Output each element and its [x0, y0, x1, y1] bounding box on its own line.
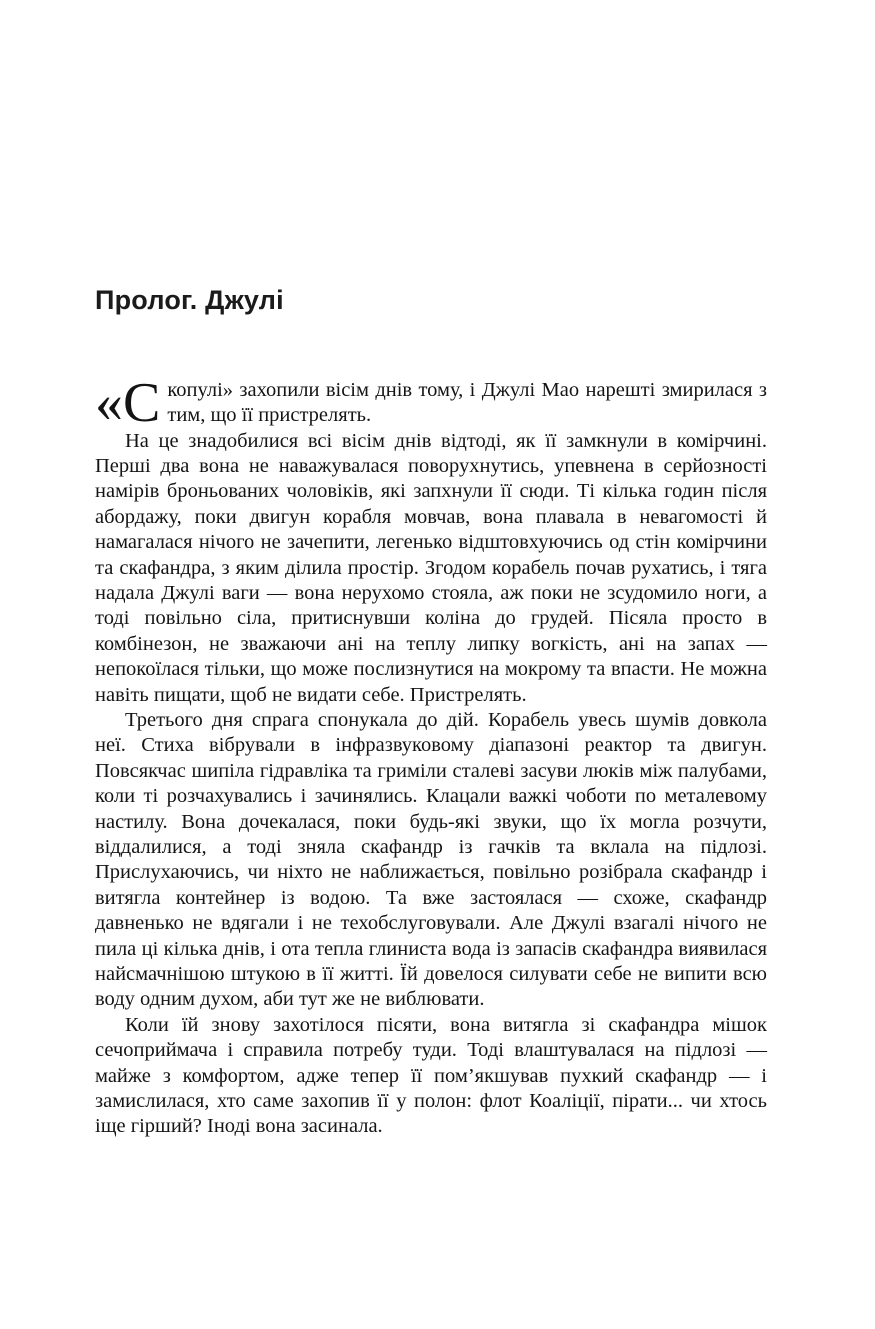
- chapter-body: [95, 371, 767, 1140]
- paragraph: Третього дня спрага спонукала до дій. Корабель увесь шумів довкола неї. Стиха вібрували в інфразвуковому діапазоні реактор та двигун. Повсякчас шипіла гідравліка та гриміли сталеві засуви люків між палубами, коли ті розчахувались і зачинялись. Клацали важкі чоботи по металевому настилу. Вона дочекалася, поки будь-які звуки, що їх могла розчути, віддалилися, а тоді зняла скафандр із гачків та вклала на підлозі. Прислухаючись, чи ніхто не наближається, повільно розібрала скафандр і витягла контейнер із водою. Та вже застоялася — схоже, скафандр давненько не вдягали і не техобслуговували. Але Джулі взагалі нічого не пила ці кілька днів, і ота тепла глиниста вода із запасів скафандра виявилася найсмачнішою штукою в її житті. Їй довелося силувати себе не випити всю воду одним духом, аби тут же не виблювати.: [95, 708, 767, 1011]
- dropcap-letter: «С: [95, 371, 161, 434]
- paragraph: На це знадобилися всі вісім днів відтоді, як її замкнули в комірчині. Перші два вона не наважувалася поворухнутись, упевнена в серйозності намірів броньованих чоловіків, які запхнули її сюди. Ті кілька годин після абордажу, поки двигун корабля мовчав, вона плавала в невагомості й намагалася нічого не зачепити, легенько відштовхуючись од стін комірчини та скафандра, з яким ділила простір. Згодом корабель почав рухатись, і тяга надала Джулі ваги — вона нерухомо стояла, аж поки не зсудомило ноги, а тоді повільно сіла, притиснувши коліна до грудей. Пісяла просто в комбінезон, не зважаючи ані на теплу липку вогкість, ані на запах — непокоїлася тільки, що може послизнутися на мокрому та впасти. Не можна навіть пищати, щоб не видати себе. Пристрелять.: [95, 429, 767, 706]
- paragraph: Коли їй знову захотілося пісяти, вона витягла зі скафандра мішок сечоприймача і справила потребу туди. Тоді влаштувалася на підлозі — майже з комфортом, адже тепер її пом’якшував пухкий скафандр — і замислилася, хто саме захопив її у полон: флот Коаліції, пірати... чи хтось іще гірший? Іноді вона засинала.: [95, 1013, 767, 1138]
- opening-paragraph-text: копулі» захопили вісім днів тому, і Джулі Мао нарешті змирилася з тим, що її пристрелять.: [167, 378, 767, 427]
- opening-paragraph: [95, 371, 767, 434]
- chapter-title: Пролог. Джулі: [95, 285, 284, 315]
